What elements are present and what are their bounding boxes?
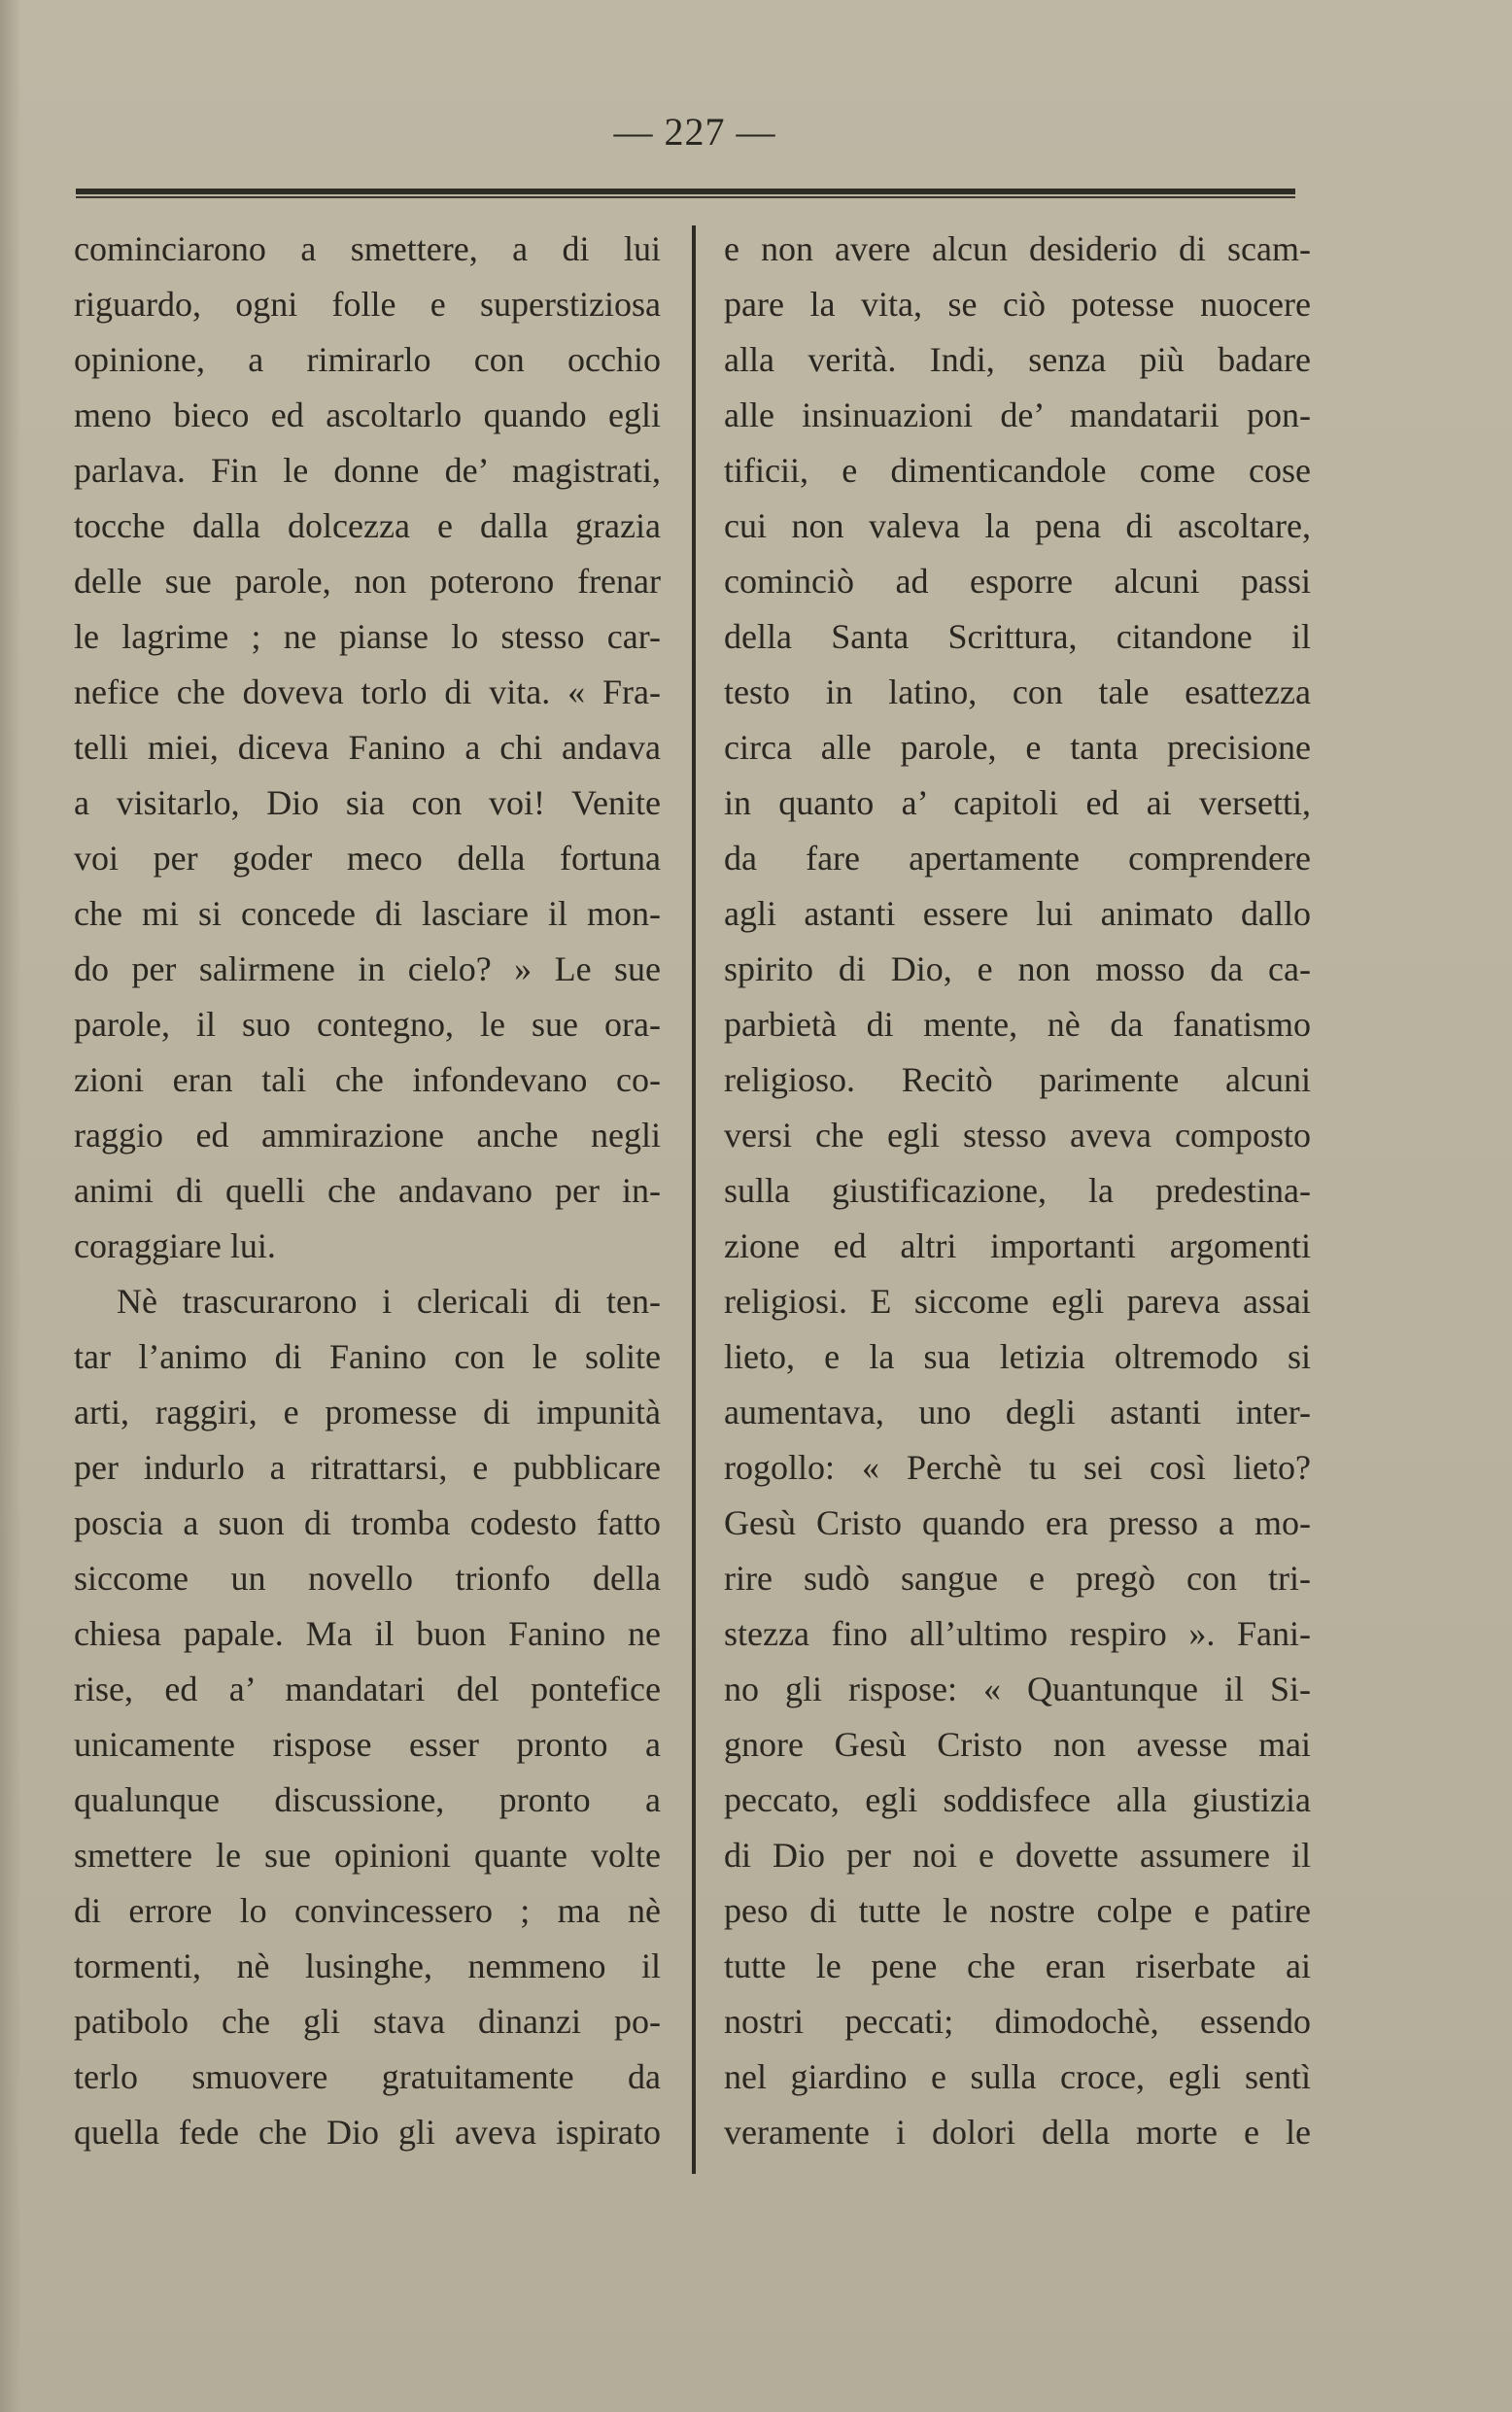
text-line: a visitarlo, Dio sia con voi! Venite [74,783,661,822]
text-line: tormenti, nè lusinghe, nemmeno il [74,1947,661,1985]
text-line: tar l’animo di Fanino con le solite [74,1337,661,1376]
text-line: opinione, a rimirarlo con occhio [74,340,661,379]
text-line: per indurlo a ritrattarsi, e pubblicare [74,1448,661,1487]
text-line: stezza fino all’ultimo respiro ». Fani- [724,1614,1311,1653]
header-rule-thick [76,189,1295,194]
text-line: terlo smuovere gratuitamente da [74,2057,661,2096]
text-line: peccato, egli soddisfece alla giustizia [724,1780,1311,1819]
text-line: nel giardino e sulla croce, egli sentì [724,2057,1311,2096]
left-text-column [74,222,661,2160]
text-line: no gli rispose: « Quantunque il Si- [724,1670,1311,1708]
text-line: unicamente rispose esser pronto a [74,1725,661,1764]
text-line: animi di quelli che andavano per in- [74,1171,661,1210]
page-number: — 227 — [613,110,776,154]
text-line: che mi si concede di lasciare il mon- [74,894,661,933]
text-line: cominciò ad esporre alcuni passi [724,562,1311,601]
text-line: parole, il suo contegno, le sue ora- [74,1005,661,1044]
text-line: meno bieco ed ascoltarlo quando egli [74,396,661,434]
text-line: poscia a suon di tromba codesto fatto [74,1503,661,1542]
text-line: rogollo: « Perchè tu sei così lieto? [724,1448,1311,1487]
text-line: rise, ed a’ mandatari del pontefice [74,1670,661,1708]
text-line: alle insinuazioni de’ mandatarii pon- [724,396,1311,434]
text-line: Gesù Cristo quando era presso a mo- [724,1503,1311,1542]
text-line: di Dio per noi e dovette assumere il [724,1836,1311,1875]
text-line: tutte le pene che eran riserbate ai [724,1947,1311,1985]
text-line: di errore lo convincessero ; ma nè [74,1891,661,1930]
text-line: quella fede che Dio gli aveva ispirato [74,2113,661,2152]
text-line: patibolo che gli stava dinanzi po- [74,2002,661,2041]
text-line: veramente i dolori della morte e le [724,2113,1311,2152]
text-line: riguardo, ogni folle e superstiziosa [74,285,661,324]
text-line: spirito di Dio, e non mosso da ca- [724,949,1311,988]
text-line: peso di tutte le nostre colpe e patire [724,1891,1311,1930]
text-line: chiesa papale. Ma il buon Fanino ne [74,1614,661,1653]
text-line: religioso. Recitò parimente alcuni [724,1060,1311,1099]
text-line: smettere le sue opinioni quante volte [74,1836,661,1875]
text-line: pare la vita, se ciò potesse nuocere [724,285,1311,324]
paragraph-end-line: coraggiare lui. [74,1226,276,1265]
text-line: della Santa Scrittura, citandone il [724,617,1311,656]
text-line: nefice che doveva torlo di vita. « Fra- [74,672,661,711]
text-line: lieto, e la sua letizia oltremodo si [724,1337,1311,1376]
text-line: tocche dalla dolcezza e dalla grazia [74,506,661,545]
text-line: testo in latino, con tale esattezza [724,672,1311,711]
text-line: parlava. Fin le donne de’ magistrati, [74,451,661,490]
text-line: qualunque discussione, pronto a [74,1780,661,1819]
text-line: arti, raggiri, e promesse di impunità [74,1393,661,1431]
text-line: cui non valeva la pena di ascoltare, [724,506,1311,545]
text-line: versi che egli stesso aveva composto [724,1116,1311,1154]
text-line: aumentava, uno degli astanti inter- [724,1393,1311,1431]
text-line: circa alle parole, e tanta precisione [724,728,1311,767]
text-line: le lagrime ; ne pianse lo stesso car- [74,617,661,656]
text-line: tificii, e dimenticandole come cose [724,451,1311,490]
text-line: voi per goder meco della fortuna [74,839,661,878]
text-line: zioni eran tali che infondevano co- [74,1060,661,1099]
text-line: in quanto a’ capitoli ed ai versetti, [724,783,1311,822]
text-line: agli astanti essere lui animato dallo [724,894,1311,933]
right-text-column [724,222,1311,2160]
text-line: nostri peccati; dimodochè, essendo [724,2002,1311,2041]
text-line: telli miei, diceva Fanino a chi andava [74,728,661,767]
text-line: sulla giustificazione, la predestina- [724,1171,1311,1210]
text-line: da fare apertamente comprendere [724,839,1311,878]
header-rule [76,189,1295,198]
header-rule-thin [76,196,1295,198]
text-line: e non avere alcun desiderio di scam- [724,229,1311,268]
text-line: gnore Gesù Cristo non avesse mai [724,1725,1311,1764]
text-line: zione ed altri importanti argomenti [724,1226,1311,1265]
text-line: siccome un novello trionfo della [74,1559,661,1598]
text-line: do per salirmene in cielo? » Le sue [74,949,661,988]
text-line: rire sudò sangue e pregò con tri- [724,1559,1311,1598]
text-line: religiosi. E siccome egli pareva assai [724,1282,1311,1321]
text-line: raggio ed ammirazione anche negli [74,1116,661,1154]
paragraph-start-line: Nè trascurarono i clericali di ten- [117,1282,661,1321]
text-line: parbietà di mente, nè da fanatismo [724,1005,1311,1044]
text-line: cominciarono a smettere, a di lui [74,229,661,268]
text-line: alla verità. Indi, senza più badare [724,340,1311,379]
column-divider [692,225,696,2174]
text-line: delle sue parole, non poterono frenar [74,562,661,601]
